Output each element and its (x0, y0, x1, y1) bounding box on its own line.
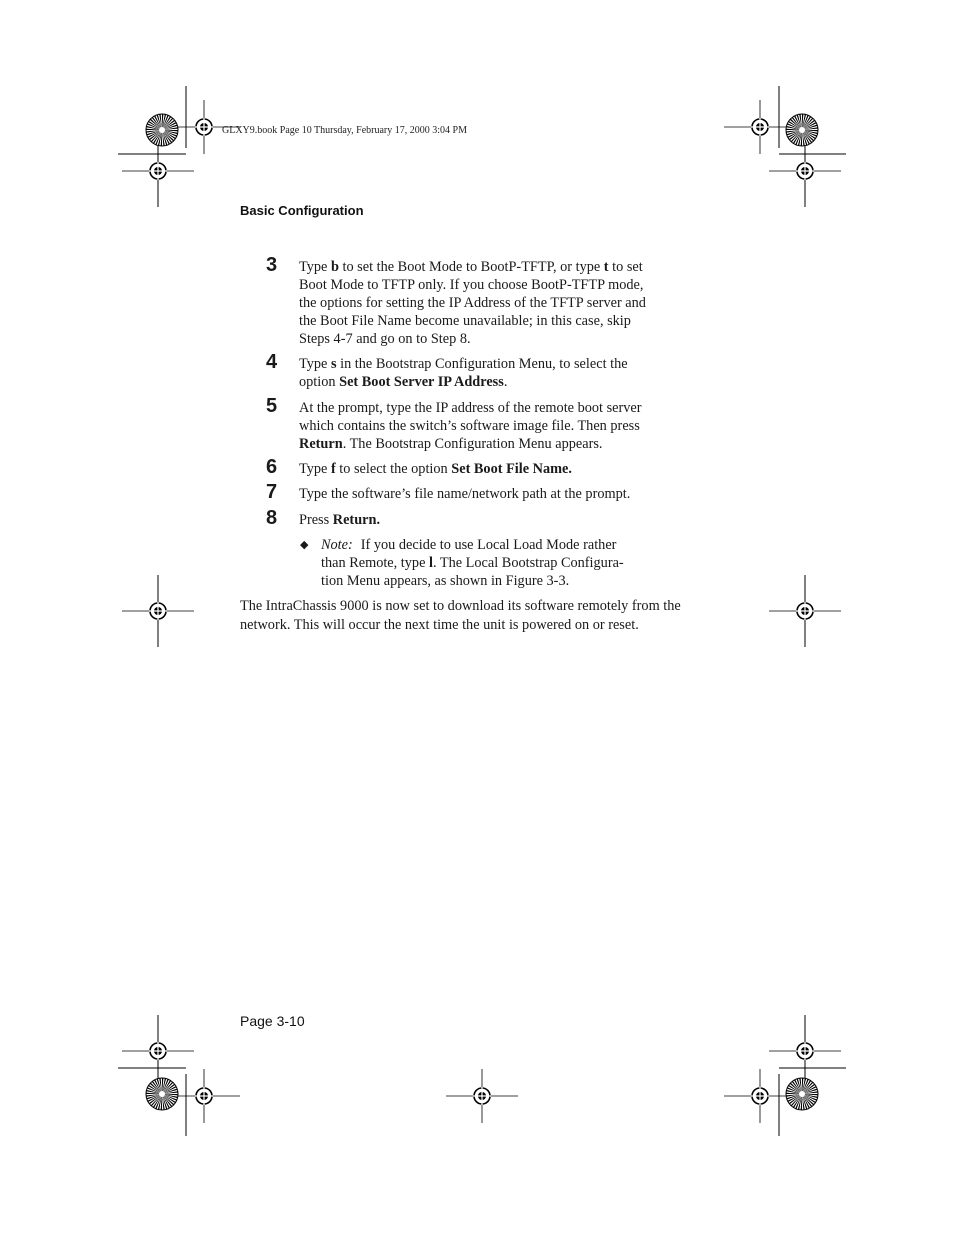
starburst-target-icon (786, 114, 818, 146)
bold-term: Return (299, 436, 343, 452)
step-number: 8 (266, 507, 278, 529)
text-run: If you decide to use Local Load Mode rather than Remote, type (321, 537, 617, 571)
text-run: Type (299, 461, 331, 477)
bold-term: s (330, 356, 337, 372)
registration-mark-icon (769, 144, 841, 198)
text-run: to set the Boot Mode to BootP-TFTP, or type (338, 259, 604, 275)
step-text (299, 460, 651, 478)
page-number: Page 3-10 (240, 1013, 305, 1029)
bold-term: Set Boot Server IP Address (339, 374, 504, 390)
registration-mark-icon (168, 1069, 240, 1123)
step-number: 6 (266, 456, 278, 478)
registration-mark-icon (724, 1069, 796, 1123)
section-heading: Basic Configuration (240, 203, 364, 218)
note-segments (321, 537, 624, 589)
registration-mark-icon (724, 100, 796, 154)
step-number: 3 (266, 254, 278, 276)
starburst-target-icon (146, 114, 178, 146)
step-text (299, 511, 651, 529)
step-number: 7 (266, 481, 278, 503)
bold-term: l (429, 555, 433, 571)
bold-term: b (330, 259, 339, 275)
closing-paragraph: The IntraChassis 9000 is now set to download its software remotely from the network. This will occur the next time the unit is powered on or reset. (240, 598, 681, 633)
registration-mark-icon (446, 1069, 518, 1123)
print-header-stamp: GLXY9.book Page 10 Thursday, February 17, 2000 3:04 PM (222, 125, 467, 136)
bold-term: Return. (332, 512, 381, 528)
bold-term: t (603, 259, 609, 275)
registration-mark-icon (769, 584, 841, 638)
bold-term: Set Boot File Name. (451, 461, 572, 477)
text-run: to set Boot Mode to TFTP only. If you choose BootP-TFTP mode, the options for setting the IP Address of the TFTP server and the Boot File Name become unavailable; in this case, skip Steps 4-7 and go on to Step 8. (299, 259, 646, 347)
note-label: Note: (321, 537, 353, 553)
text-run: to select the option (335, 461, 452, 477)
registration-mark-icon (769, 1024, 841, 1078)
starburst-target-icon (786, 1078, 818, 1110)
text-run: Press (299, 512, 333, 528)
text-run: . (503, 374, 508, 390)
text-run: . The Local Bootstrap Configura-tion Menu appears, as shown in Figure 3-3. (321, 555, 624, 589)
starburst-target-icon (146, 1078, 178, 1110)
text-run: in the Bootstrap Configuration Menu, to select the option (299, 356, 628, 390)
step-number: 4 (266, 351, 278, 373)
registration-mark-icon (122, 1024, 194, 1078)
step-text (299, 355, 651, 391)
step-number: 5 (266, 395, 278, 417)
step-text (299, 258, 651, 348)
note-text (321, 536, 641, 590)
text-run: At the prompt, type the IP address of the remote boot server which contains the switch’s software image file. Then press (299, 400, 642, 434)
registration-mark-icon (122, 144, 194, 198)
text-run: . The Bootstrap Configuration Menu appears. (342, 436, 603, 452)
diamond-bullet-icon: ◆ (300, 538, 309, 551)
text-run: Type (299, 356, 331, 372)
step-text (299, 399, 651, 453)
text-run: Type the software’s file name/network path at the prompt. (299, 486, 631, 502)
bold-term: f (330, 461, 336, 477)
text-run: Type (299, 259, 331, 275)
registration-mark-icon (122, 584, 194, 638)
step-text (299, 485, 651, 503)
